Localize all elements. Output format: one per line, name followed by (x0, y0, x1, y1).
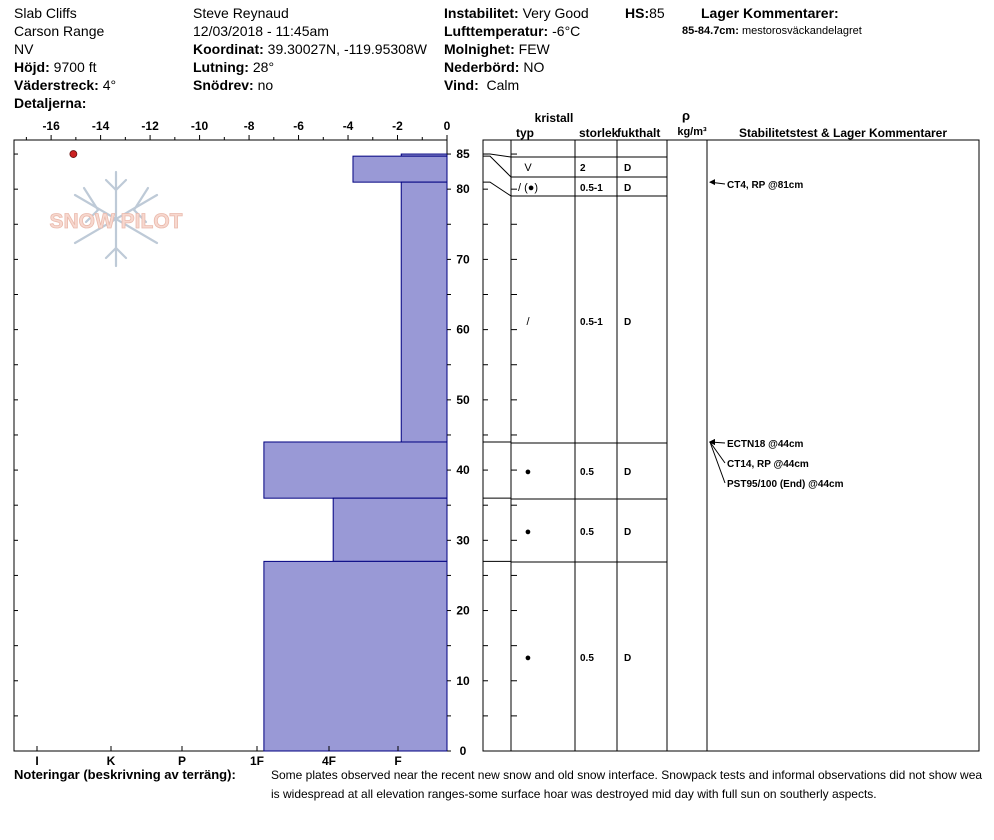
hardness-label: I (35, 754, 39, 768)
layer-moisture-2: D (624, 183, 632, 194)
hardness-label: K (106, 754, 116, 768)
location-name: Slab Cliffs (14, 5, 77, 21)
hardness-bar-2 (401, 182, 447, 442)
coordinate-label: Koordinat: (193, 41, 264, 57)
airtemp-label: Lufttemperatur: (444, 23, 549, 39)
stability-test-0: CT4, RP @81cm (727, 180, 804, 191)
temp-tick-label: 0 (443, 119, 451, 133)
height-tick-label: 50 (456, 392, 470, 407)
instability-label: Instabilitet: (444, 5, 519, 21)
layer-size-3: 0.5-1 (580, 317, 603, 328)
aspect-value: 4° (102, 77, 117, 93)
layer-moisture-6: D (624, 653, 632, 664)
hardness-bar-5 (264, 561, 447, 751)
stability-test-1: ECTN18 @44cm (727, 439, 804, 450)
hs-label: HS: (625, 5, 650, 21)
stability-header: Stabilitetstest & Lager Kommentarer (738, 126, 948, 140)
temp-tick-label: -2 (392, 119, 403, 133)
snowflake-logo-icon (50, 172, 183, 266)
height-tick-label: 70 (456, 252, 470, 267)
hardness-label: 4F (321, 754, 337, 768)
temp-tick-label: -12 (141, 119, 159, 133)
stability-test-2: CT14, RP @44cm (727, 459, 809, 470)
hardness-label: F (394, 754, 402, 768)
density-header-symbol: ρ (681, 108, 691, 123)
stability-arrow-line-3 (710, 442, 725, 483)
details-label: Detaljerna: (14, 95, 87, 111)
layer-connector-1 (483, 156, 511, 177)
stability-test-3: PST95/100 (End) @44cm (727, 479, 844, 490)
size-header: storlek (579, 126, 619, 140)
airtemp-value: -6°C (552, 23, 581, 39)
precip-value: NO (523, 59, 545, 75)
layer-moisture-5: D (624, 527, 632, 538)
temperature-point (70, 151, 77, 158)
drift-value: no (257, 77, 274, 93)
height-tick-label: 40 (456, 463, 470, 478)
elevation-value: 9700 ft (53, 59, 97, 75)
sky-label: Molnighet: (444, 41, 515, 57)
notes-label: Noteringar (beskrivning av terräng): (14, 767, 236, 782)
height-tick-label: 30 (456, 533, 470, 548)
state-name: NV (14, 41, 34, 57)
layer-size-4: 0.5 (580, 467, 594, 478)
logo-text: SNOW PILOT (49, 210, 183, 233)
layer-size-1: 2 (580, 163, 586, 174)
notes-line-1: Some plates observed near the recent new snow and old snow interface. Snowpack tests and informal observations did not show wea (271, 768, 983, 782)
temp-tick-label: -16 (42, 119, 60, 133)
notes-line-2: is widespread at all elevation ranges-some surface hoar was destroyed mid day with full sun on southerly aspects. (271, 787, 877, 801)
height-tick-label: 85 (456, 147, 470, 162)
range-name: Carson Range (14, 23, 105, 39)
hs-value: 85 (649, 5, 665, 21)
layer-type-3: / (526, 316, 530, 328)
wind-value: Calm (486, 77, 520, 93)
slope-value: 28° (252, 59, 275, 75)
layer-type-6: ● (524, 652, 532, 664)
coordinate-value: 39.30027N, -119.95308W (267, 41, 427, 57)
temp-tick-label: -14 (91, 119, 110, 133)
layer-comment-range: 85-84.7cm: (682, 25, 739, 37)
layer-comments-title: Lager Kommentarer: (701, 5, 839, 21)
observation-datetime: 12/03/2018 - 11:45am (193, 23, 329, 39)
elevation-label: Höjd: (14, 59, 50, 75)
hardness-bar-3 (264, 442, 447, 498)
density-header-unit: kg/m³ (677, 126, 707, 138)
temp-tick-label: -6 (293, 119, 304, 133)
sky-value: FEW (518, 41, 550, 57)
hardness-label: P (177, 754, 187, 768)
stability-arrow-head-0 (709, 179, 715, 185)
hardness-bar-4 (333, 498, 447, 561)
height-tick-label: 20 (456, 603, 470, 618)
layer-size-5: 0.5 (580, 527, 594, 538)
height-tick-label: 60 (456, 322, 470, 337)
wind-label: Vind: (444, 77, 479, 93)
precip-label: Nederbörd: (444, 59, 520, 75)
hardness-label: 1F (249, 754, 265, 768)
temp-tick-label: -8 (243, 119, 255, 133)
observer-name: Steve Reynaud (193, 5, 289, 21)
layer-moisture-4: D (624, 467, 632, 478)
height-tick-label: 0 (459, 744, 467, 758)
aspect-label: Väderstreck: (14, 77, 99, 93)
stability-arrow-line-2 (710, 442, 725, 463)
height-tick-label: 10 (456, 673, 470, 688)
layer-type-4: ● (524, 466, 532, 478)
layer-type-1: V (524, 162, 532, 174)
layer-comment-text: mestorosväckandelagret (741, 25, 862, 37)
layer-size-2: 0.5-1 (580, 183, 603, 194)
moisture-header: fukthalt (617, 126, 661, 140)
crystal-header: kristall (534, 111, 574, 125)
layer-type-5: ● (524, 526, 532, 538)
temp-tick-label: -10 (190, 119, 209, 133)
type-header: typ (516, 126, 534, 140)
layer-moisture-3: D (624, 317, 632, 328)
drift-label: Snödrev: (193, 77, 254, 93)
layer-size-6: 0.5 (580, 653, 594, 664)
height-tick-label: 80 (456, 182, 470, 197)
layer-moisture-1: D (624, 163, 632, 174)
hardness-bar-1 (353, 156, 447, 182)
temp-tick-label: -4 (342, 119, 354, 133)
slope-label: Lutning: (193, 59, 249, 75)
layer-type-2: / (●) (517, 182, 539, 194)
instability-value: Very Good (522, 5, 589, 21)
